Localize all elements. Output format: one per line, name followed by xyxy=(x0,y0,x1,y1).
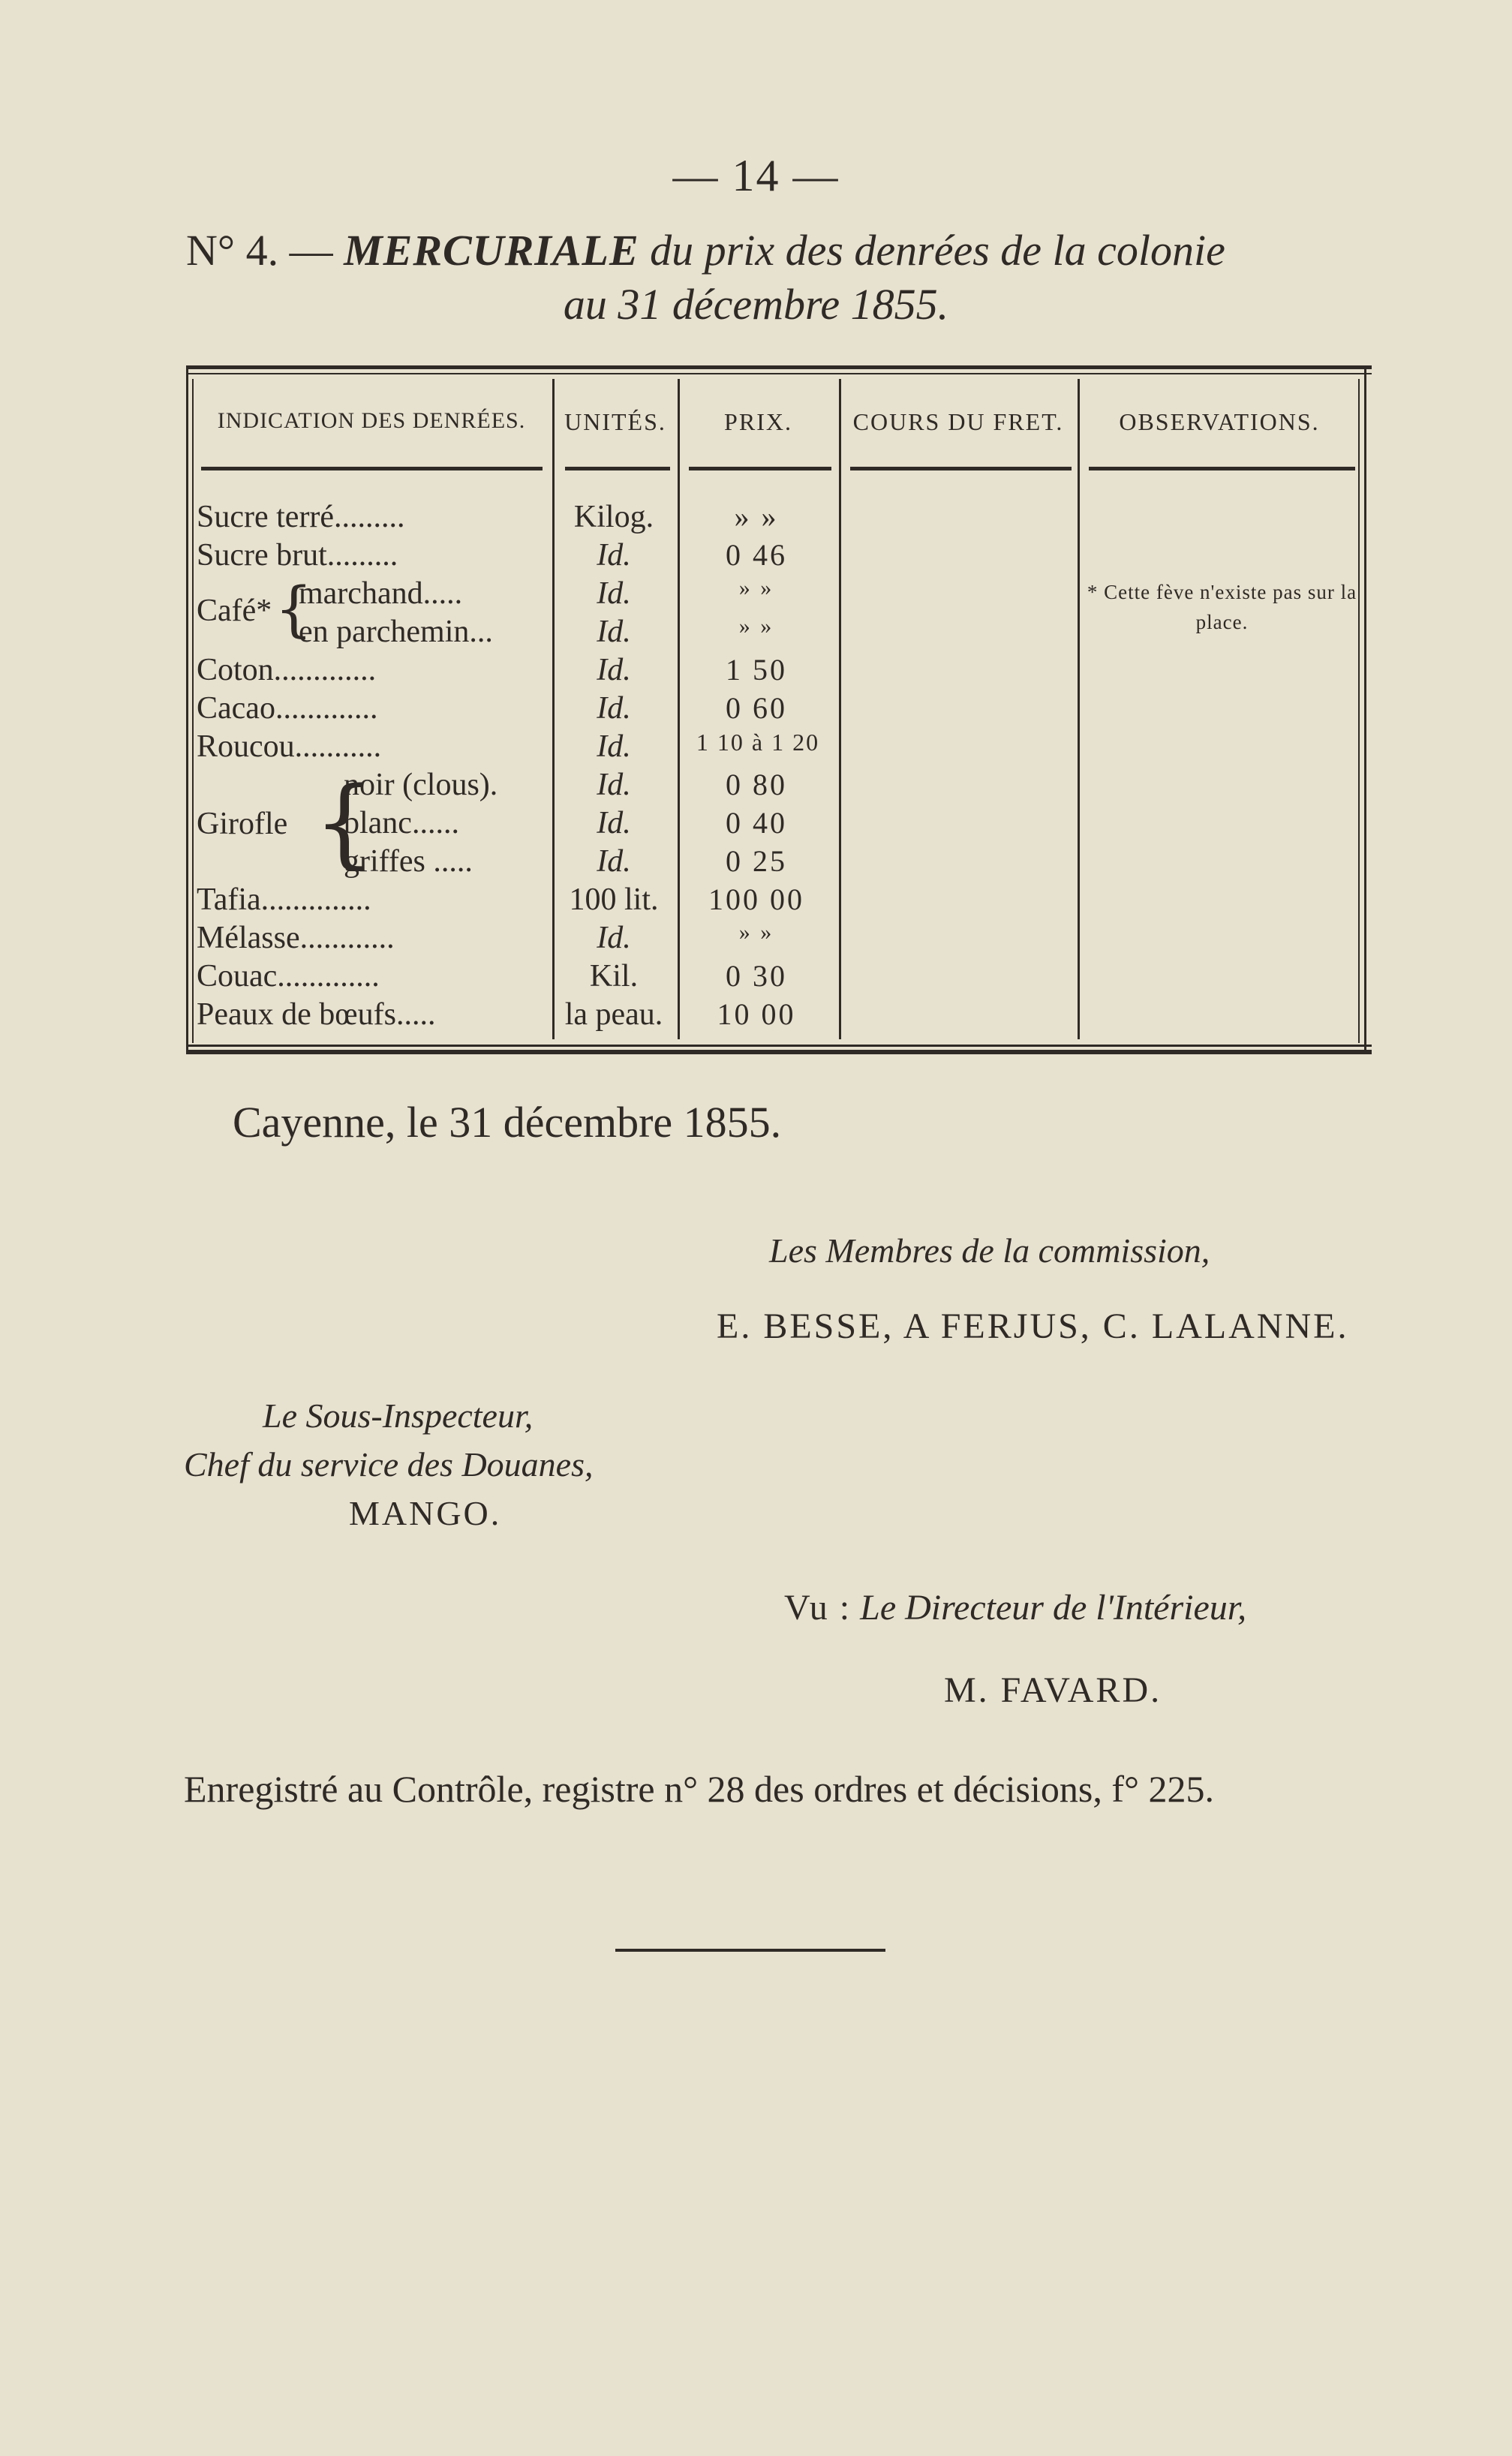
girofle-label: Girofle xyxy=(197,807,288,841)
vu-line xyxy=(784,1587,1246,1628)
vu-directeur: Le Directeur de l'Intérieur, xyxy=(860,1588,1247,1628)
row-name: Mélasse............ xyxy=(197,921,395,955)
row-price: » » xyxy=(738,920,774,945)
chef-service-title: Chef du service des Douanes, xyxy=(184,1445,594,1484)
table-bottom-rule xyxy=(186,1050,1372,1054)
row-name: griffes ..... xyxy=(344,844,473,879)
row-unit: Id. xyxy=(597,729,631,764)
row-price: 10 00 xyxy=(717,997,796,1031)
sous-inspecteur-title: Le Sous-Inspecteur, xyxy=(263,1396,534,1435)
table-row xyxy=(186,690,1372,729)
table-row xyxy=(186,652,1372,690)
row-unit: Kil. xyxy=(589,959,639,994)
cafe-label: Café* xyxy=(197,594,272,628)
row-unit: 100 lit. xyxy=(569,882,659,917)
table-row xyxy=(186,920,1372,958)
row-price: 0 60 xyxy=(726,691,787,725)
row-unit: la peau. xyxy=(564,997,663,1032)
girofle-brace: { xyxy=(314,767,375,879)
header-rule-1 xyxy=(201,467,543,470)
row-name: Coton............. xyxy=(197,653,377,687)
place-date: Cayenne, le 31 décembre 1855. xyxy=(233,1098,782,1147)
row-unit: Id. xyxy=(597,844,631,879)
row-price: 0 25 xyxy=(726,844,787,878)
signatory-mango: MANGO. xyxy=(349,1494,502,1532)
row-name: Roucou........... xyxy=(197,729,382,764)
row-price: » » xyxy=(738,614,774,639)
row-price: 1 50 xyxy=(726,653,787,687)
row-unit: Id. xyxy=(597,615,631,649)
header-rule-3 xyxy=(689,467,831,470)
row-price: 100 00 xyxy=(708,882,804,916)
table-row xyxy=(186,499,1372,537)
cafe-brace: { xyxy=(275,574,313,644)
row-unit: Id. xyxy=(597,538,631,573)
row-unit: Id. xyxy=(597,653,631,687)
price-table xyxy=(186,365,1372,1063)
header-rule-4 xyxy=(850,467,1072,470)
row-name: Peaux de bœufs..... xyxy=(197,997,436,1032)
commission-names: E. BESSE, A FERJUS, C. LALANNE. xyxy=(717,1306,1349,1346)
row-name: Sucre terré......... xyxy=(197,500,405,534)
row-unit: Id. xyxy=(597,921,631,955)
table-row xyxy=(186,767,1372,805)
row-price: 0 80 xyxy=(726,768,787,801)
table-top-rule-thin xyxy=(186,373,1372,374)
row-unit: Id. xyxy=(597,691,631,726)
vu-label: Vu : xyxy=(784,1588,852,1628)
header-observations: OBSERVATIONS. xyxy=(1119,408,1320,435)
commission-label: Les Membres de la commission, xyxy=(769,1231,1210,1270)
header-rule-5 xyxy=(1089,467,1355,470)
row-unit: Id. xyxy=(597,768,631,802)
row-name: noir (clous). xyxy=(344,768,498,802)
row-name: Couac............. xyxy=(197,959,380,994)
row-unit: Id. xyxy=(597,576,631,611)
header-cours-fret: COURS DU FRET. xyxy=(852,408,1064,435)
table-row xyxy=(186,997,1372,1035)
header-unites: UNITÉS. xyxy=(564,408,666,435)
table-row xyxy=(186,729,1372,767)
table-row xyxy=(186,882,1372,920)
table-top-rule xyxy=(186,365,1372,369)
table-bottom-rule-thin xyxy=(186,1045,1372,1047)
row-price: 0 40 xyxy=(726,806,787,840)
table-row xyxy=(186,843,1372,882)
document-title xyxy=(186,225,1387,275)
row-price: 0 46 xyxy=(726,538,787,572)
row-price: » » xyxy=(734,500,779,534)
row-name: Sucre brut......... xyxy=(197,538,398,573)
registration-note: Enregistré au Contrôle, registre n° 28 des ordres et décisions, f° 225. xyxy=(184,1768,1214,1810)
header-indication: INDICATION DES DENRÉES. xyxy=(217,408,526,433)
observation-note: * Cette fève n'existe pas sur la place. xyxy=(1087,581,1357,633)
row-name: Cacao............. xyxy=(197,691,378,726)
table-row xyxy=(186,958,1372,997)
row-price: 0 30 xyxy=(726,959,787,993)
document-subtitle: au 31 décembre 1855. xyxy=(563,280,949,329)
row-unit: Id. xyxy=(597,806,631,840)
signatory-favard: M. FAVARD. xyxy=(944,1670,1162,1710)
header-prix: PRIX. xyxy=(724,408,792,435)
row-name: en parchemin... xyxy=(299,615,493,649)
title-number: N° 4. xyxy=(186,226,279,275)
title-main: MERCURIALE xyxy=(344,226,639,275)
row-unit: Kilog. xyxy=(573,500,654,534)
title-rest: du prix des denrées de la colonie xyxy=(639,226,1225,275)
bottom-rule xyxy=(615,1949,885,1952)
row-price: » » xyxy=(738,576,774,600)
row-name: marchand..... xyxy=(299,576,463,611)
title-dash: — xyxy=(278,226,344,275)
page-number: — 14 — xyxy=(672,151,840,200)
row-name: Tafia.............. xyxy=(197,882,371,917)
header-rule-2 xyxy=(565,467,670,470)
row-name: blanc...... xyxy=(344,806,459,840)
row-price: 1 10 à 1 20 xyxy=(696,729,820,756)
table-row xyxy=(186,805,1372,843)
table-row xyxy=(186,537,1372,576)
